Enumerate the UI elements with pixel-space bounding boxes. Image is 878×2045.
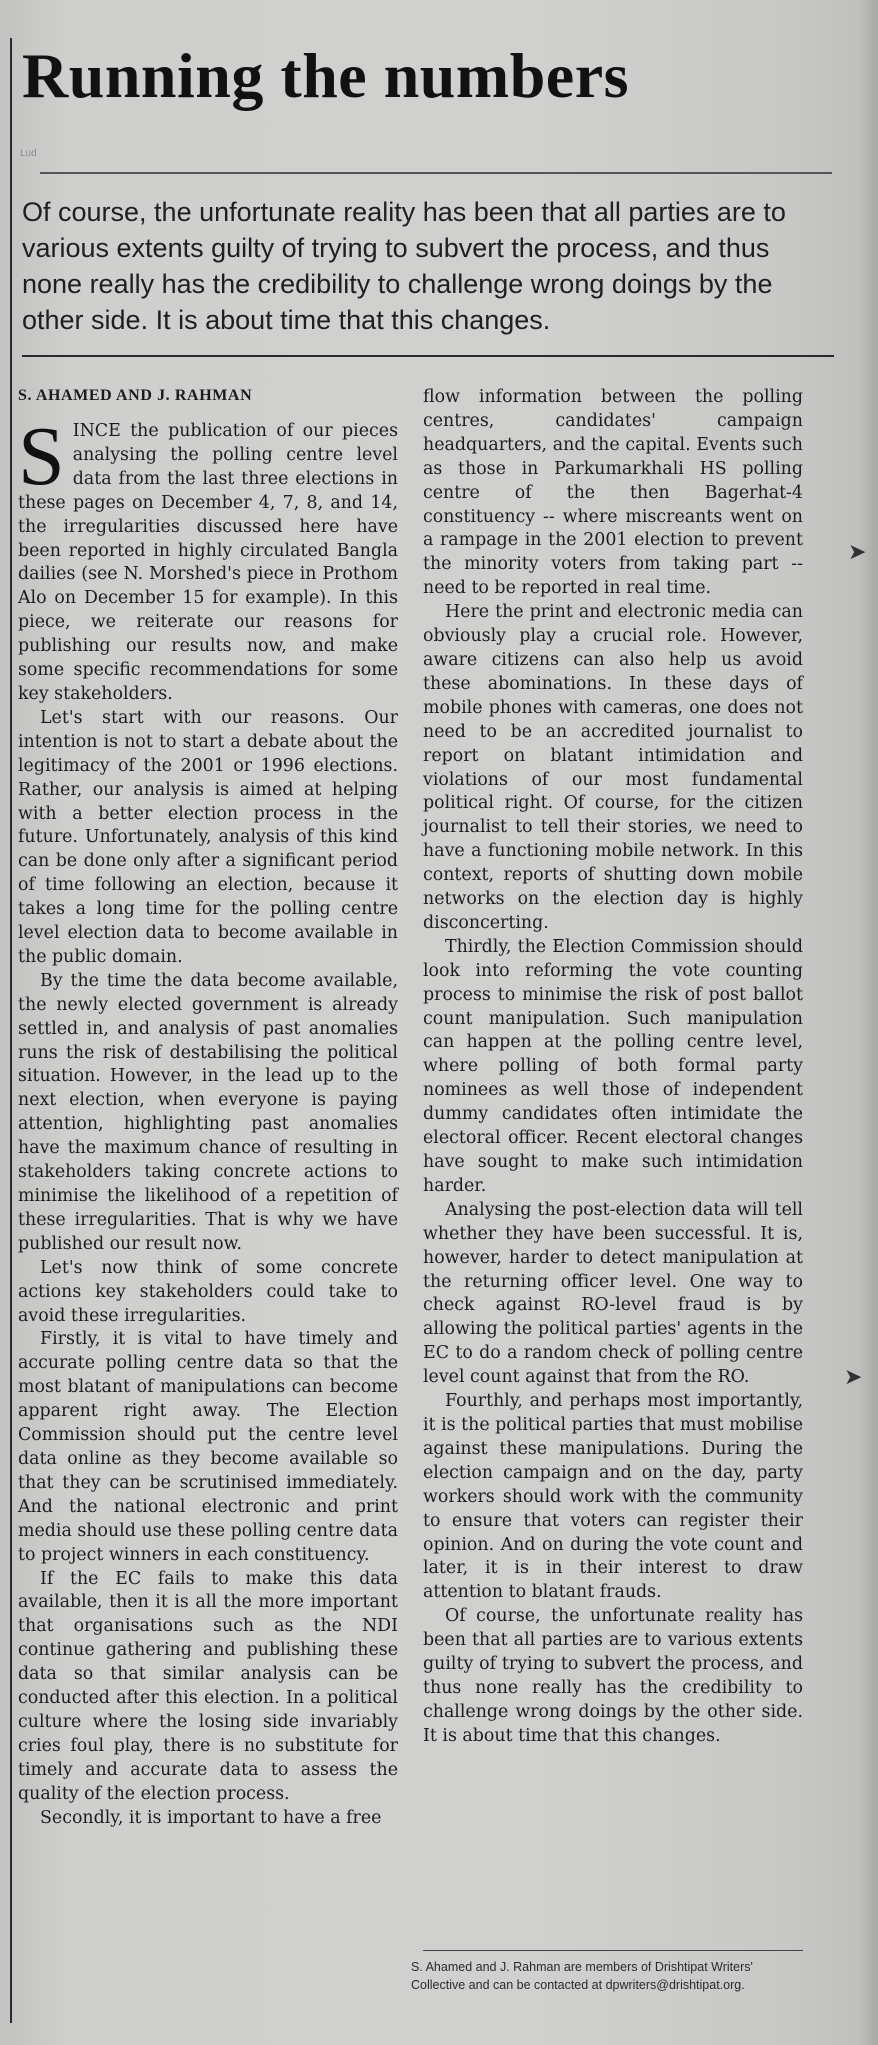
lead-paragraph-text: INCE the publication of our pieces analysing the polling centre level data from the last three elections in these pages on December 4, 7, 8, and 14, the irregularities discussed here have been reported in highly circulated Bangla dailies (see N. Morshed's piece in Prothom Alo on December 15 for example). In this piece, we reiterate our reasons for publishing our results now, and make some specific recommendations for some key stakeholders. <box>18 421 398 704</box>
folio-mark: Lud <box>20 148 37 159</box>
body-paragraph: Of course, the unfortunate reality has been that all parties are to various extents guilty of trying to subvert the process, and thus none really has the credibility to challenge wrong doings by the other side. It is about time that this changes. <box>423 1606 803 1746</box>
body-paragraph: Let's now think of some concrete actions key stakeholders could take to avoid these irregularities. <box>18 1257 398 1326</box>
column-right <box>423 386 803 1749</box>
headline: Running the numbers <box>22 40 629 111</box>
footer-rule <box>423 1950 803 1951</box>
column-left <box>18 386 398 1830</box>
byline: S. AHAMED AND J. RAHMAN <box>18 387 253 404</box>
body-paragraph: By the time the data become available, the newly elected government is already settled in, and analysis of past anomalies runs the risk of destabilising the political situation. However, in the lead up to the next election, when everyone is paying attention, highlighting past anomalies have the maximum chance of resulting in stakeholders taking concrete actions to minimise the likelihood of a repetition of these irregularities. That is why we have published our result now. <box>18 970 398 1254</box>
body-paragraph: If the EC fails to make this data available, then it is all the more important that organisations such as the NDI continue gathering and publishing these data so that similar analysis can be conducted after this election. In a political culture where the losing side invariably cries foul play, there is no substitute for timely and accurate data to assess the quality of the election process. <box>18 1568 398 1804</box>
standfirst-rule <box>22 355 834 357</box>
body-paragraph: Thirdly, the Election Commission should look into reforming the vote counting process to minimise the risk of post ballot count manipulation. Such manipulation can happen at the polling centre level, where polling of both formal party nominees as well those of independent dummy candidates often intimidate the electoral officer. Recent electoral changes have sought to make such intimidation harder. <box>423 936 803 1196</box>
standfirst: Of course, the unfortunate reality has been that all parties are to various extents guilty of trying to subvert the process, and thus none really has the credibility to challenge wrong doings by the other side. It is about time that this changes. <box>22 197 786 335</box>
body-paragraph: Fourthly, and perhaps most importantly, it is the political parties that must mobilise against these manipulations. During the election campaign and on the day, party workers should work with the community to ensure that voters can register their opinion. And on during the vote count and later, it is in their interest to draw attention to blatant frauds. <box>423 1391 803 1603</box>
margin-arrow-icon: ➤ <box>844 1365 863 1390</box>
body-paragraph: Firstly, it is vital to have timely and accurate polling centre data so that the most blatant of manipulations can become apparent right away. The Election Commission should put the centre level data online as they become available so that they can be scrutinised immediately. And the national electronic and print media should use these polling centre data to project winners in each constituency. <box>18 1329 398 1565</box>
headline-rule <box>40 172 832 174</box>
margin-arrow-icon: ➤ <box>848 540 867 565</box>
author-note: S. Ahamed and J. Rahman are members of Drishtipat Writers' Collective and can be contacted at dpwriters@drishtipat.org. <box>411 1960 753 1992</box>
body-paragraph: Analysing the post-election data will tell whether they have been successful. It is, however, harder to detect manipulation at the returning officer level. One way to check against RO-level fraud is by allowing the political parties' agents in the EC to do a random check of polling centre level count against that from the RO. <box>423 1199 803 1388</box>
page-edge-shadow <box>860 0 878 2045</box>
body-paragraph: Here the print and electronic media can obviously play a crucial role. However, aware citizens can also help us avoid these abominations. In these days of mobile phones with cameras, one does not need to be an accredited journalist to report on blatant intimidation and violations of our most fundamental political right. Of course, for the citizen journalist to tell their stories, we need to have a functioning mobile network. In this context, reports of shutting down mobile networks on the election day is highly disconcerting. <box>423 602 803 933</box>
left-column-rule <box>10 38 12 2023</box>
body-paragraph: Secondly, it is important to have a free <box>40 1807 382 1828</box>
lead-paragraph <box>18 410 398 707</box>
drop-cap: S <box>18 410 65 503</box>
continued-paragraph: flow information between the polling centres, candidates' campaign headquarters, and the capital. Events such as those in Parkumarkhali HS polling centre of the then Bagerhat-4 constituency -- where miscreants went on a rampage in the 2001 election to prevent the minority voters from taking part -- need to be reported in real time. <box>423 387 803 599</box>
body-paragraph: Let's start with our reasons. Our intention is not to start a debate about the legitimacy of the 2001 or 1996 elections. Rather, our analysis is aimed at helping with a better election process in the future. Unfortunately, analysis of this kind can be done only after a significant period of time following an election, because it takes a long time for the polling centre level election data to become available in the public domain. <box>18 707 398 967</box>
